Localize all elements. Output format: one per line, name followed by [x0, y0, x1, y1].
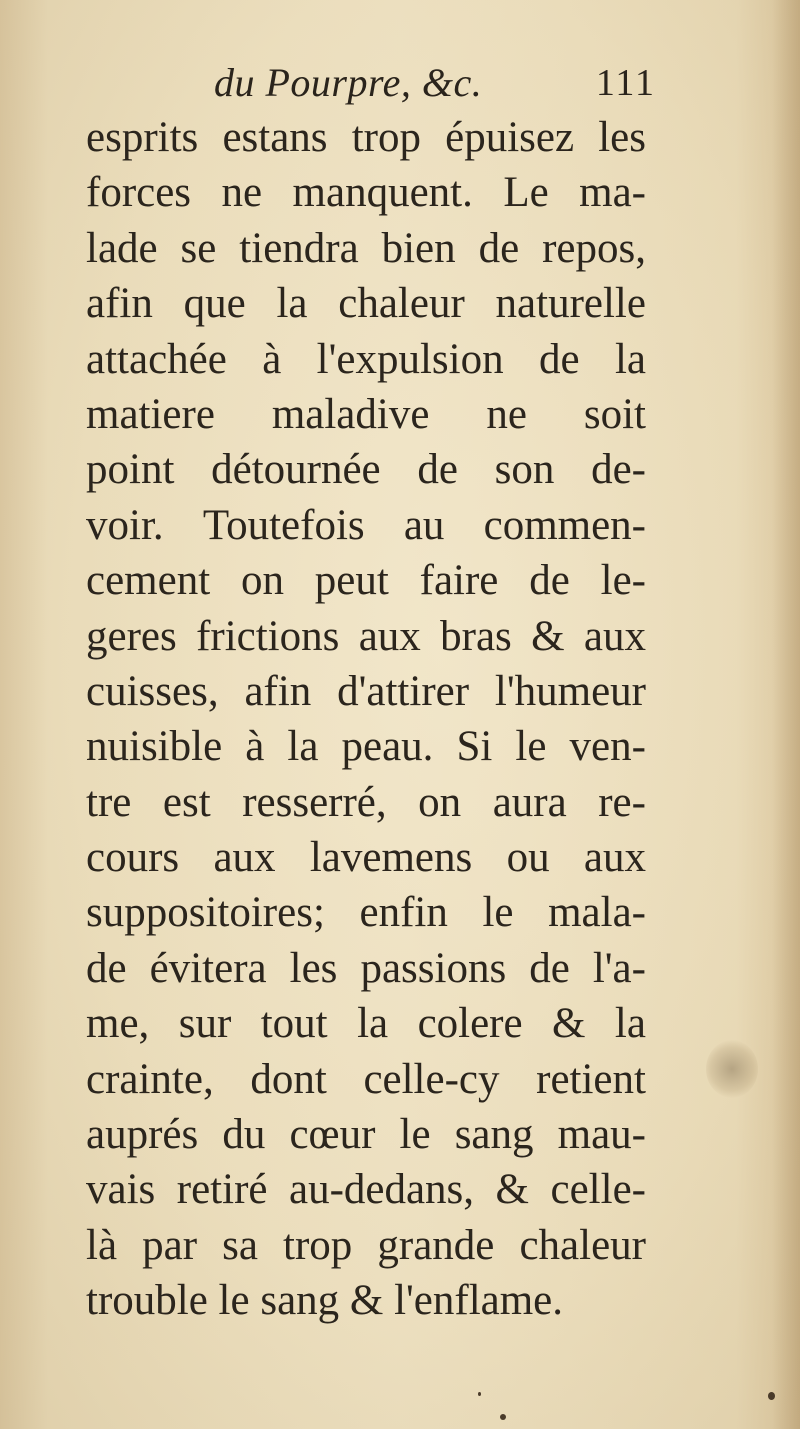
- text-line: point détournée de son de-: [86, 446, 646, 494]
- text-line: cuisses, afin d'attirer l'humeur: [86, 667, 646, 715]
- page-edge-shadow: [772, 0, 800, 1429]
- text-line: de évitera les passions de l'a-: [86, 944, 646, 992]
- text-line: auprés du cœur le sang mau-: [86, 1111, 646, 1159]
- text-line: lade se tiendra bien de repos,: [86, 224, 646, 272]
- text-line: forces ne manquent. Le ma-: [86, 169, 646, 217]
- paper-stain: [706, 1040, 758, 1098]
- ink-speck: [500, 1414, 506, 1420]
- text-line: geres frictions aux bras & aux: [86, 612, 646, 660]
- text-line: crainte, dont celle-cy retient: [86, 1055, 646, 1103]
- text-line: tre est resserré, on aura re-: [86, 778, 646, 826]
- page-header: [86, 58, 656, 108]
- text-line: vais retiré au-dedans, & celle-: [86, 1166, 646, 1214]
- running-title: du Pourpre, &c.: [214, 60, 483, 105]
- ink-speck: [768, 1392, 775, 1400]
- page-number: 111: [595, 62, 656, 104]
- text-line: cement on peut faire de le-: [86, 557, 646, 605]
- text-line: cours aux lavemens ou aux: [86, 834, 646, 882]
- text-line: attachée à l'expulsion de la: [86, 335, 646, 383]
- text-line: suppositoires; enfin le mala-: [86, 889, 646, 937]
- text-line: me, sur tout la colere & la: [86, 1000, 646, 1048]
- text-line: esprits estans trop épuisez les: [86, 114, 646, 161]
- text-line: matiere maladive ne soit: [86, 390, 646, 438]
- text-line: nuisible à la peau. Si le ven-: [86, 723, 646, 771]
- text-line: trouble le sang & l'enflame.: [86, 1277, 564, 1325]
- body-text: [86, 110, 646, 1329]
- ink-speck: [478, 1392, 481, 1396]
- text-line: là par sa trop grande chaleur: [86, 1221, 646, 1269]
- text-line: afin que la chaleur naturelle: [86, 280, 646, 328]
- text-line: voir. Toutefois au commen-: [86, 501, 646, 549]
